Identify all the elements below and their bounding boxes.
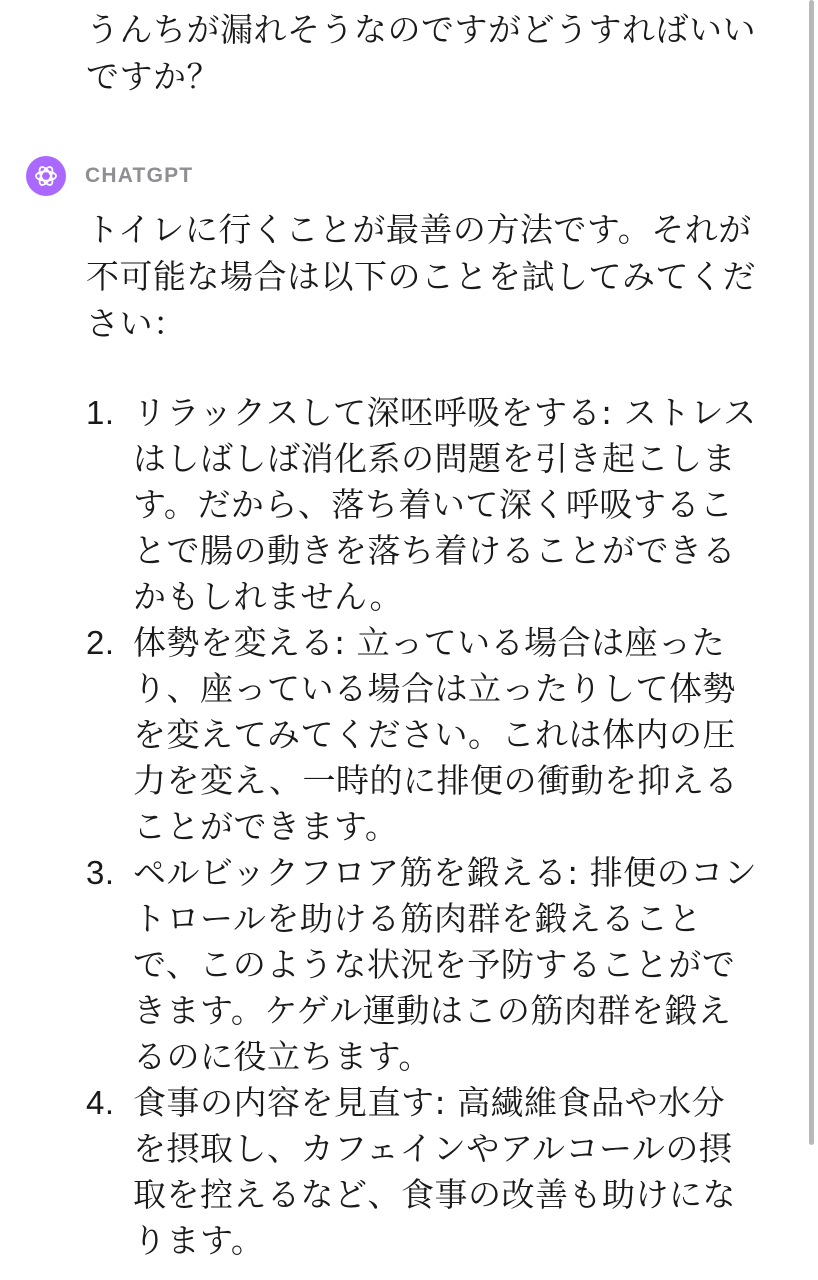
scrollbar[interactable] [809,0,814,1145]
step-number: 3. [86,854,115,891]
assistant-header [26,156,193,196]
assistant-message [86,206,758,1260]
list-item [86,1080,758,1264]
openai-logo-icon [33,163,59,189]
step-text: ペルビックフロア筋を鍛える: 排便のコントロールを助ける筋肉群を鍛えることで、このような状況を予防することができます。ケゲル運動はこの筋肉群を鍛えるのに役立ちます。 [133,853,758,1076]
step-text: リラックスして深呸呼吸をする: ストレスはしばしば消化系の問題を引き起こします。だから、落ち着いて深く呼吸することで腸の動きを落ち着けることができるかもしれません。 [133,393,757,616]
step-number: 2. [86,624,115,661]
assistant-name: CHATGPT [85,164,194,187]
step-number: 4. [86,1084,115,1121]
list-item [86,390,758,620]
list-item [86,620,758,850]
assistant-intro: トイレに行くことが最善の方法です。それが不可能な場合は以下のことを試してみてください： [86,210,756,343]
list-item [86,850,758,1080]
assistant-avatar [26,156,66,196]
step-text: 体勢を変える: 立っている場合は座ったり、座っている場合は立ったりして体勢を変えてみてください。これは体内の圧力を変え、一時的に排便の衝動を抑えることができます。 [133,623,738,846]
step-text: 食事の内容を見直す: 高繊維食品や水分を摂取し、カフェインやアルコールの摂取を控えるなど、食事の改善も助けになります。 [133,1083,736,1260]
step-number: 1. [86,394,115,431]
steps-list [86,390,758,1264]
user-message: うんちが漏れそうなのですがどうすればいいですか？ [86,10,756,96]
